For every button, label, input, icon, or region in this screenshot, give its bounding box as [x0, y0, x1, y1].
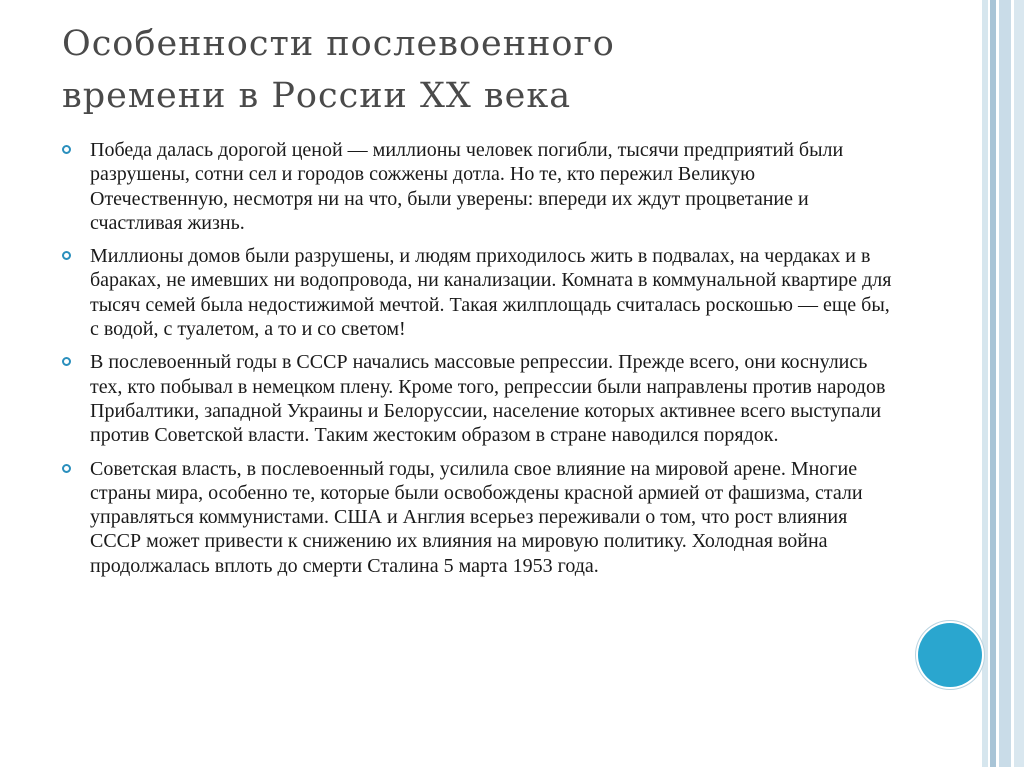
bullet-item	[62, 138, 892, 235]
bullet-ring-icon	[62, 145, 71, 154]
bullet-ring-icon	[62, 357, 71, 366]
bullet-ring-icon	[62, 464, 71, 473]
bullet-list	[62, 138, 892, 587]
bullet-text: В послевоенный годы в СССР начались массовые репрессии. Прежде всего, они коснулись тех, кто побывал в немецком плену. Кроме того, репрессии были направлены против народов Прибалтики, западной Украины и Белоруссии, население которых активнее всего выступали против Советской власти. Таким жестоким образом в стране наводился порядок.	[90, 351, 886, 447]
bullet-item	[62, 244, 892, 341]
bullet-item	[62, 350, 892, 447]
decor-stripe	[1014, 0, 1024, 767]
bullet-ring-icon	[62, 251, 71, 260]
decor-circle-icon	[918, 623, 982, 687]
slide-title	[62, 18, 942, 122]
slide-title-line-1: Особенности послевоенного	[62, 24, 615, 64]
slide-title-line-2: времени в России XX века	[62, 76, 572, 116]
bullet-text: Миллионы домов были разрушены, и людям приходилось жить в подвалах, на чердаках и в бараках, не имевших ни водопровода, ни канализации. Комната в коммунальной квартире для тысяч семей была недостижимой мечтой. Такая жилплощадь считалась роскошью — еще бы, с водой, с туалетом, а то и со светом!	[90, 245, 892, 341]
decor-stripe	[999, 0, 1011, 767]
bullet-text: Советская власть, в послевоенный годы, усилила свое влияние на мировой арене. Многие страны мира, особенно те, которые были освобождены красной армией от фашизма, стали управляться коммунистами. США и Англия всерьез переживали о том, что рост влияния СССР может привести к снижению их влияния на мировую политику. Холодная война продолжалась вплоть до смерти Сталина 5 марта 1953 года.	[90, 457, 863, 577]
bullet-item	[62, 457, 892, 578]
bullet-text: Победа далась дорогой ценой — миллионы человек погибли, тысячи предприятий были разрушены, сотни сел и городов сожжены дотла. Но те, кто пережил Великую Отечественную, несмотря ни на что, были уверены: впереди их ждут процветание и счастливая жизнь.	[90, 139, 844, 234]
